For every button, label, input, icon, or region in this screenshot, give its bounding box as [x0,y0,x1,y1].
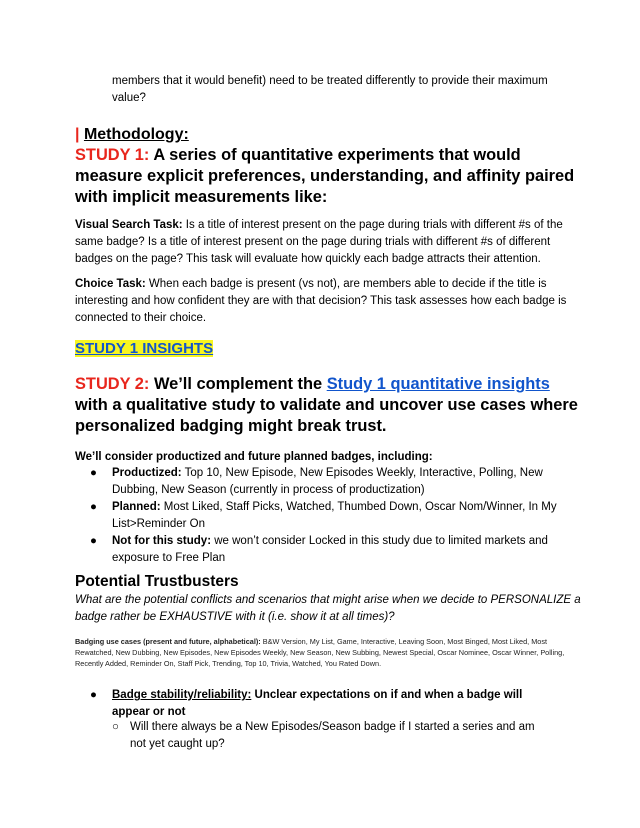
visual-search-label: Visual Search Task: [75,219,183,231]
choice-task-text: When each badge is present (vs not), are members able to decide if the title is interesting and how confident they are with that decision? This task assesses how each badge is connected to their choice. [75,278,567,324]
study2-label: STUDY 2: [75,375,150,393]
stability-label: Badge stability/reliability: [112,689,252,701]
badge-group-text: Top 10, New Episode, New Episodes Weekly, Interactive, Polling, New Dubbing, New Season (currently in process of productization) [112,467,543,496]
study2-paragraph [75,374,585,437]
study1-insights-link[interactable]: STUDY 1 INSIGHTS [75,340,214,357]
stability-list [80,687,560,721]
study1-insights-wrapper [75,339,213,358]
visual-search-paragraph [75,217,575,268]
bullet-icon: ● [90,689,97,701]
bullet-icon: ● [90,467,97,479]
stability-sub-text: Will there always be a New Episodes/Season badge if I started a series and am not yet caught up? [130,721,535,750]
badge-group-label: Planned: [112,501,161,513]
visual-search-text: Is a title of interest present on the page during trials with different #s of the same badge? Is a title of interest present on the page during trials with different #s of different badges on the page? This task will evaluate how quickly each badge attracts their attention. [75,219,563,265]
study1-text: A series of quantitative experiments that would measure explicit preferences, understanding, and affinity paired with implicit measurements like: [75,146,575,206]
methodology-heading [75,125,555,144]
bullet-icon: ● [90,535,97,547]
list-item [80,687,560,721]
list-item [80,533,560,567]
stability-text: Unclear expectations on if and when a badge will appear or not [112,689,523,718]
study2-text-after: with a qualitative study to validate and uncover use cases where personalized badging might break trust. [75,396,578,435]
intro-text: members that it would benefit) need to be treated differently to provide their maximum value? [112,75,548,104]
stability-subitem [112,719,550,753]
productized-intro: We’ll consider productized and future planned badges, including: [75,451,433,463]
study1-quantitative-insights-link[interactable]: Study 1 quantitative insights [326,375,550,393]
study1-paragraph [75,145,575,208]
badge-group-text: Most Liked, Staff Picks, Watched, Thumbed Down, Oscar Nom/Winner, In My List>Reminder On [112,501,557,530]
use-cases-paragraph [75,636,580,669]
badge-group-label: Not for this study: [112,535,212,547]
use-cases-label: Badging use cases (present and future, alphabetical): [75,637,261,646]
use-cases-text: B&W Version, My List, Game, Interactive, Leaving Soon, Most Binged, Most Liked, Most Rewatched, New Dubbing, New Episodes, New Episodes Weekly, New Season, New Subbing, Newest Special, Oscar Nominee, Oscar Winner, Polling, Recently Added, Reminder On, Staff Pick, Trending, Top 10, Trivia, Watched, You Rated Down. [75,637,565,668]
study2-text-before: We’ll complement the [149,375,327,393]
methodology-title: Methodology: [83,126,189,143]
choice-task-paragraph [75,276,575,327]
hollow-bullet-icon: ○ [112,721,119,733]
trustbusters-question: What are the potential conflicts and scenarios that might arise when we decide to PERSONALIZE a badge rather be EXHAUSTIVE with it (i.e. show it at all times)? [75,594,581,623]
study1-label: STUDY 1: [75,146,150,164]
choice-task-label: Choice Task: [75,278,146,290]
list-item [80,499,560,533]
badge-group-text: we won’t consider Locked in this study due to limited markets and exposure to Free Plan [112,535,548,564]
intro-continuation [112,73,552,107]
badge-group-label: Productized: [112,467,182,479]
trustbusters-heading: Potential Trustbusters [75,573,239,590]
list-item [80,465,560,499]
badge-groups-list [80,465,560,567]
heading-bar: | [75,126,80,143]
bullet-icon: ● [90,501,97,513]
